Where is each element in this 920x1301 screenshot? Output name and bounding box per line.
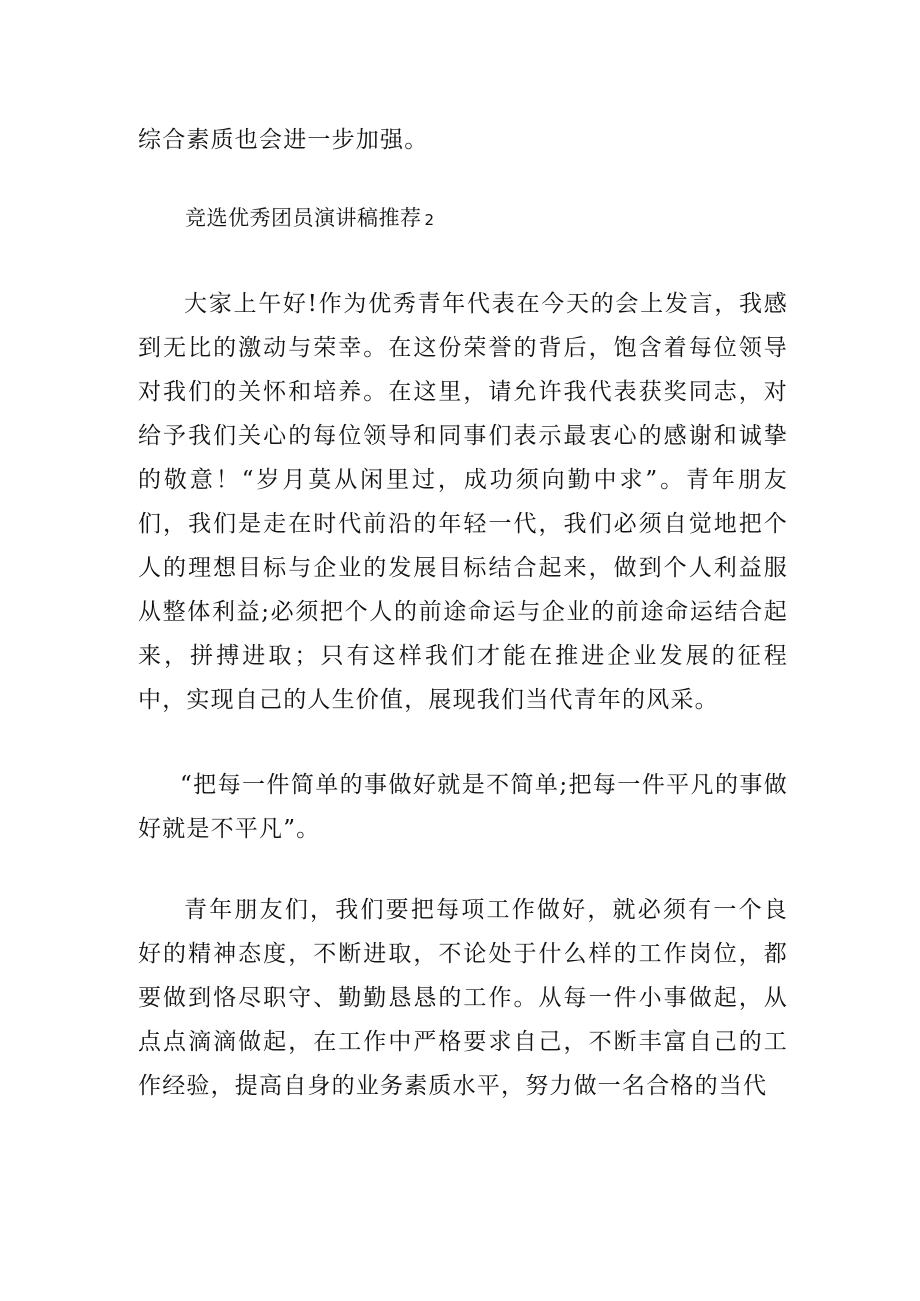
paragraph-continuation: 综合素质也会进一步加强。 bbox=[138, 127, 429, 153]
section-title-number: 2 bbox=[424, 211, 435, 229]
section-title-text: 竞选优秀团员演讲稿推荐 bbox=[185, 206, 422, 230]
section-title bbox=[185, 202, 435, 236]
paragraph-quote: “把每一件简单的事做好就是不简单;把每一件平凡的事做好就是不平凡”。 bbox=[138, 772, 788, 842]
paragraph-speech-opening: 大家上午好!作为优秀青年代表在今天的会上发言，我感到无比的激动与荣幸。在这份荣誉的背后，饱含着每位领导对我们的关怀和培养。在这里，请允许我代表获奖同志，对给予我们关心的每位领导和同事们表示最衷心的感谢和诚挚的敬意！“岁月莫从闲里过，成功须向勤中求”。青年朋友们，我们是走在时代前沿的年轻一代，我们必须自觉地把个人的理想目标与企业的发展目标结合起来，做到个人利益服从整体利益;必须把个人的前途命运与企业的前途命运结合起来，拼搏进取；只有这样我们才能在推进企业发展的征程中，实现自己的人生价值，展现我们当代青年的风采。 bbox=[138, 291, 788, 713]
paragraph-work-attitude: 青年朋友们，我们要把每项工作做好，就必须有一个良好的精神态度，不断进取，不论处于什么样的工作岗位，都要做到恪尽职守、勤勤恳恳的工作。从每一件小事做起，从点点滴滴做起，在工作中严格要求自己，不断丰富自己的工作经验，提高自身的业务素质水平，努力做一名合格的当代 bbox=[138, 897, 788, 1099]
